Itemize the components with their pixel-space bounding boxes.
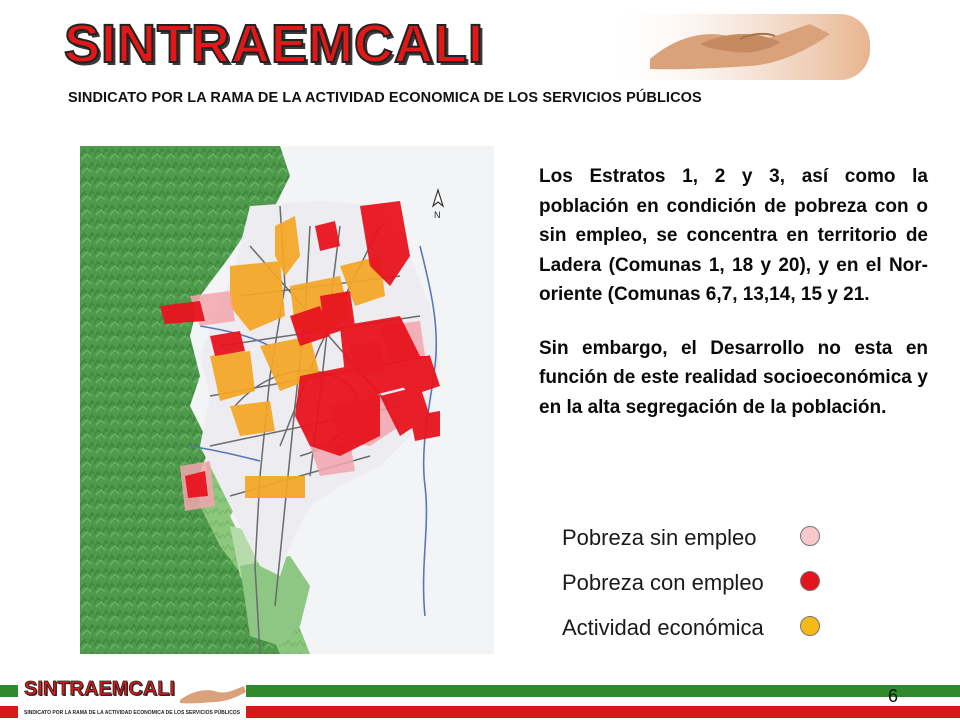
legend-label: Pobreza sin empleo	[562, 525, 757, 550]
legend-item-poverty-with-employment	[560, 565, 840, 605]
legend-swatch	[800, 526, 820, 546]
legend-item-poverty-without-employment	[560, 520, 840, 560]
legend-label: Actividad económica	[562, 615, 764, 640]
map-poverty-distribution	[80, 146, 494, 654]
footer-logo	[18, 676, 246, 720]
footer-handshake-icon	[178, 678, 248, 708]
legend-swatch	[800, 571, 820, 591]
map-legend	[560, 518, 840, 648]
page-number: 6	[888, 686, 899, 706]
legend-label: Pobreza con empleo	[562, 570, 764, 595]
legend-swatch	[800, 616, 820, 636]
legend-item-economic-activity	[560, 610, 840, 650]
header	[0, 0, 960, 120]
north-label: N	[434, 210, 441, 220]
handshake-icon	[640, 4, 840, 84]
header-logo-text: SINTRAEMCALI	[64, 14, 484, 74]
footer	[0, 676, 960, 720]
description-paragraph-2: Sin embargo, el Desarrollo no esta en función de este realidad socioeconómica y en la alta segregación de la población.	[539, 337, 928, 418]
description-text	[539, 162, 928, 422]
header-tagline: SINDICATO POR LA RAMA DE LA ACTIVIDAD ECONOMICA DE LOS SERVICIOS PÚBLICOS	[68, 90, 702, 106]
footer-logo-text: SINTRAEMCALI	[24, 678, 176, 700]
footer-logo-tagline: SINDICATO POR LA RAMA DE LA ACTIVIDAD ECONOMICA DE LOS SERVICIOS PÚBLICOS	[24, 710, 241, 716]
description-paragraph-1: Los Estratos 1, 2 y 3, así como la población en condición de pobreza con o sin empleo, se concentra en territorio de Ladera (Comunas 1, 18 y 20), y en el Nor-oriente (Comunas 6,7, 13,14, 15 y 21.	[539, 166, 928, 305]
